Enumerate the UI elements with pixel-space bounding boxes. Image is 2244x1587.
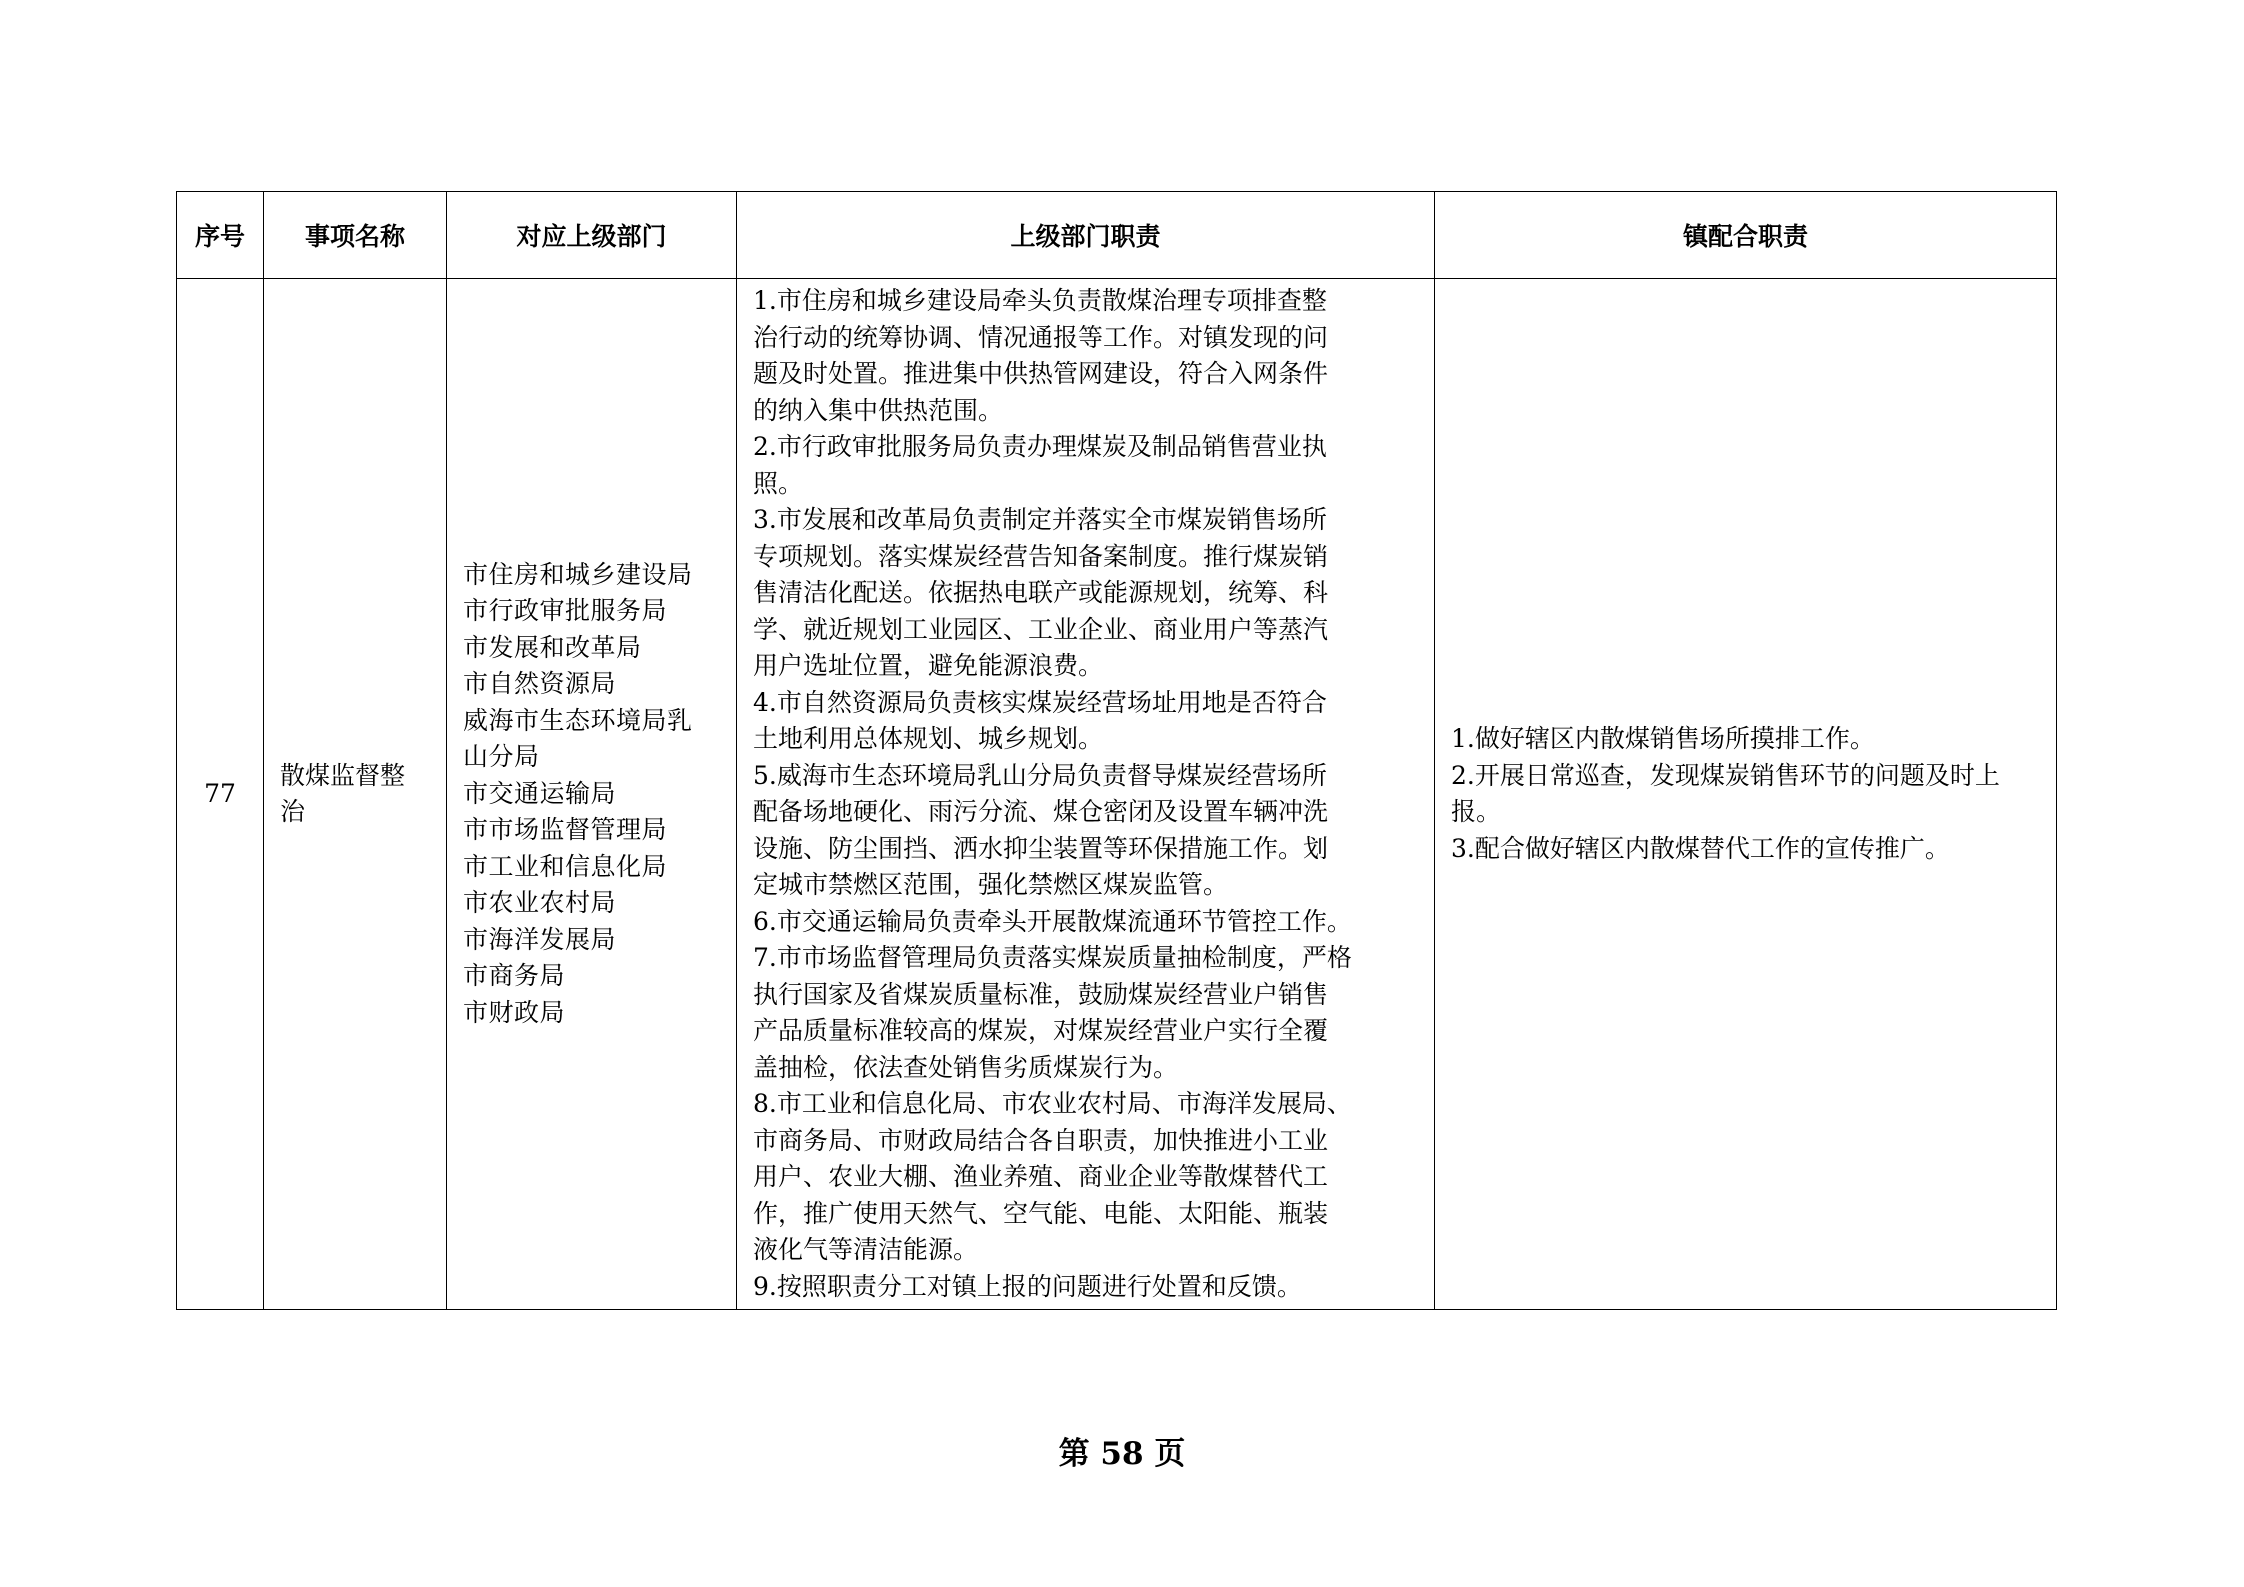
duty-line: 定城市禁燃区范围，强化禁燃区煤炭监管。 [753,870,1229,899]
item-name-line: 治 [280,797,306,826]
town-duty-line: 1.做好辖区内散煤销售场所摸排工作。 [1451,724,1875,753]
duty-line: 8.市工业和信息化局、市农业农村局、市海洋发展局、 [753,1089,1352,1118]
duty-line: 照。 [753,468,804,498]
duty-line: 1.市住房和城乡建设局牵头负责散煤治理专项排查整 [753,286,1327,315]
duty-line: 的纳入集中供热范围。 [753,395,1004,425]
duty-line: 6.市交通运输局负责牵头开展散煤流通环节管控工作。 [753,906,1352,936]
duty-line: 3.市发展和改革局负责制定并落实全市煤炭销售场所 [753,505,1327,534]
department-line: 市住房和城乡建设局 [463,559,693,589]
department-line: 市市场监督管理局 [463,815,668,845]
duty-line: 9.按照职责分工对镇上报的问题进行处置和反馈。 [753,1271,1302,1301]
superior-duties-cell [737,279,1435,1310]
duty-line: 设施、防尘围挡、洒水抑尘装置等环保措施工作。划 [753,833,1329,863]
department-line: 市财政局 [463,997,566,1027]
department-line: 山分局 [463,742,540,772]
duty-line: 7.市市场监督管理局负责落实煤炭质量抽检制度，严格 [753,943,1352,972]
town-duties-cell [1435,279,2057,1310]
department-line: 市商务局 [463,961,566,991]
row-number: 77 [177,279,264,1310]
department-line: 市自然资源局 [463,669,617,699]
duty-line: 盖抽检，依法查处销售劣质煤炭行为。 [753,1052,1179,1082]
header-item-name: 事项名称 [264,192,447,279]
departments-cell [447,279,737,1310]
header-row [177,192,2057,279]
duty-line: 治行动的统筹协调、情况通报等工作。对镇发现的问 [753,322,1329,352]
duty-line: 执行国家及省煤炭质量标准，鼓励煤炭经营业户销售 [753,979,1329,1009]
duty-line: 题及时处置。推进集中供热管网建设，符合入网条件 [753,359,1329,388]
header-no: 序号 [177,192,264,279]
item-name-line: 散煤监督整 [280,760,406,790]
item-name-cell [264,279,447,1310]
duty-line: 用户选址位置，避免能源浪费。 [753,651,1104,680]
duty-table [176,191,2057,1310]
duty-line: 用户、农业大棚、渔业养殖、商业企业等散煤替代工 [753,1162,1329,1191]
duty-line: 液化气等清洁能源。 [753,1235,979,1264]
duty-line: 配备场地硬化、雨污分流、煤仓密闭及设置车辆冲洗 [753,797,1329,826]
header-superior-department: 对应上级部门 [447,192,737,279]
duty-line: 售清洁化配送。依据热电联产或能源规划，统筹、科 [753,578,1329,607]
table-row [177,279,2057,1310]
duty-line: 2.市行政审批服务局负责办理煤炭及制品销售营业执 [753,432,1327,461]
duty-line: 专项规划。落实煤炭经营告知备案制度。推行煤炭销 [753,541,1329,571]
department-line: 市海洋发展局 [463,924,617,954]
department-line: 市工业和信息化局 [463,851,668,881]
department-line: 市发展和改革局 [463,632,642,662]
duty-line: 4.市自然资源局负责核实煤炭经营场址用地是否符合 [753,687,1327,717]
duty-line: 作，推广使用天然气、空气能、电能、太阳能、瓶装 [753,1198,1329,1228]
department-line: 威海市生态环境局乳 [463,705,693,735]
duty-line: 学、就近规划工业园区、工业企业、商业用户等蒸汽 [753,614,1329,644]
header-superior-duties: 上级部门职责 [737,192,1435,279]
header-town-duties: 镇配合职责 [1435,192,2057,279]
town-duty-line: 2.开展日常巡查，发现煤炭销售环节的问题及时上 [1451,760,2000,790]
department-line: 市交通运输局 [463,778,617,808]
page-number: 第 58 页 [1058,1436,1186,1472]
duty-line: 市商务局、市财政局结合各自职责，加快推进小工业 [753,1125,1329,1155]
duty-line: 产品质量标准较高的煤炭，对煤炭经营业户实行全覆 [753,1016,1329,1045]
town-duty-line: 3.配合做好辖区内散煤替代工作的宣传推广。 [1451,833,1950,863]
town-duty-line: 报。 [1451,797,1502,826]
department-line: 市行政审批服务局 [463,596,668,626]
duty-line: 土地利用总体规划、城乡规划。 [753,724,1104,753]
duty-line: 5.威海市生态环境局乳山分局负责督导煤炭经营场所 [753,760,1327,790]
department-line: 市农业农村局 [463,888,617,918]
